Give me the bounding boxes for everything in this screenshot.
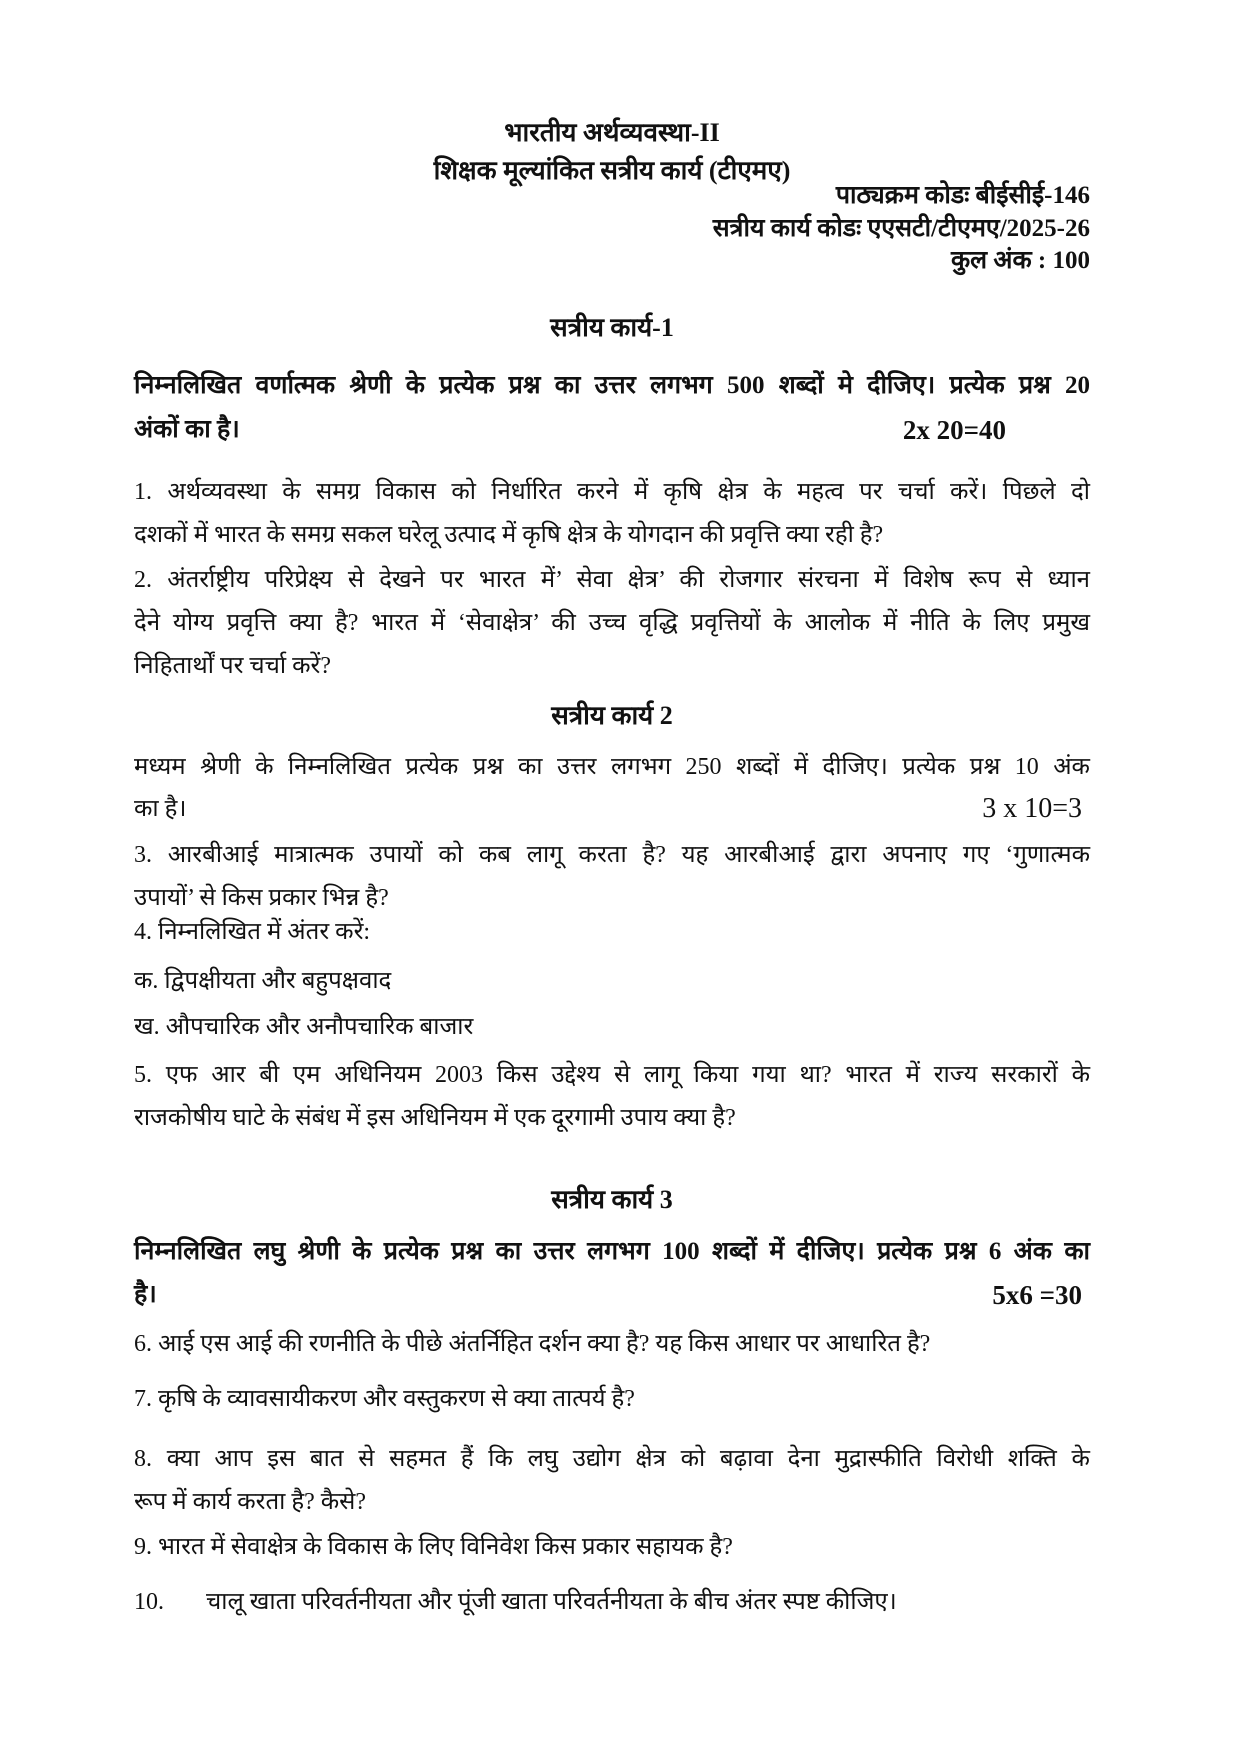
section3-instruction-line2 bbox=[134, 1277, 1090, 1313]
section3-marks: 5x6 =30 bbox=[992, 1280, 1082, 1310]
assignment-type-title: शिक्षक मूल्यांकित सत्रीय कार्य (टीएमए) bbox=[433, 156, 791, 185]
question-6: 6. आई एस आई की रणनीति के पीछे अंतर्निहित दर्शन क्या है? यह किस आधार पर आधारित है? bbox=[134, 1331, 931, 1357]
question-8-line1: 8. क्या आप इस बात से सहमत हैं कि लघु उद्योग क्षेत्र को बढ़ावा देना मुद्रास्फीति विरोधी शक्ति के bbox=[134, 1446, 1090, 1472]
question-4-sub-b: ख. औपचारिक और अनौपचारिक बाजार bbox=[134, 1014, 474, 1040]
assignment-code: सत्रीय कार्य कोडः एएसटी/टीएमए/2025-26 bbox=[712, 215, 1090, 242]
section3-heading: सत्रीय कार्य 3 bbox=[551, 1185, 673, 1214]
question-4: 4. निम्नलिखित में अंतर करें: bbox=[134, 919, 371, 945]
course-title: भारतीय अर्थव्यवस्था-II bbox=[504, 118, 720, 147]
question-2-line2: देने योग्य प्रवृत्ति क्या है? भारत में ‘सेवाक्षेत्र’ की उच्च वृद्धि प्रवृत्तियों के आलोक में नीति के लिए प्रमुख bbox=[134, 610, 1090, 636]
question-4-sub-a: क. द्विपक्षीयता और बहुपक्षवाद bbox=[134, 968, 392, 994]
question-3-line1: 3. आरबीआई मात्रात्मक उपायों को कब लागू करता है? यह आरबीआई द्वारा अपनाए गए ‘गुणात्मक bbox=[134, 842, 1090, 868]
section2-instruction-line2 bbox=[134, 791, 1090, 827]
course-code: पाठ्यक्रम कोडः बीईसीई-146 bbox=[835, 182, 1090, 209]
section2-instruction-line1: मध्यम श्रेणी के निम्नलिखित प्रत्येक प्रश्न का उत्तर लगभग 250 शब्दों में दीजिए। प्रत्येक प्रश्न 10 अंक bbox=[134, 754, 1090, 780]
section2-marks: 3 x 10=3 bbox=[982, 793, 1082, 824]
question-10-text: चालू खाता परिवर्तनीयता और पूंजी खाता परिवर्तनीयता के बीच अंतर स्पष्ट कीजिए। bbox=[206, 1589, 897, 1615]
section1-instruction-line1: निम्नलिखित वर्णात्मक श्रेणी के प्रत्येक प्रश्न का उत्तर लगभग 500 शब्दों मे दीजिए। प्रत्येक प्रश्न 20 bbox=[134, 372, 1090, 399]
section2-instruction-line2-text: का है। bbox=[134, 796, 187, 822]
section3-instruction-line1: निम्नलिखित लघु श्रेणी के प्रत्येक प्रश्न का उत्तर लगभग 100 शब्दों में दीजिए। प्रत्येक प्रश्न 6 अंक का bbox=[134, 1238, 1090, 1265]
question-7: 7. कृषि के व्यावसायीकरण और वस्तुकरण से क्या तात्पर्य है? bbox=[134, 1386, 635, 1412]
question-2-line1: 2. अंतर्राष्ट्रीय परिप्रेक्ष्य से देखने पर भारत में’ सेवा क्षेत्र’ की रोजगार संरचना में विशेष रूप से ध्यान bbox=[134, 567, 1090, 593]
question-10 bbox=[134, 1584, 1090, 1620]
section2-heading: सत्रीय कार्य 2 bbox=[551, 701, 673, 730]
section1-heading: सत्रीय कार्य-1 bbox=[550, 313, 674, 342]
question-1-line2: दशकों में भारत के समग्र सकल घरेलू उत्पाद में कृषि क्षेत्र के योगदान की प्रवृत्ति क्या रही है? bbox=[134, 522, 884, 548]
section3-instruction-line2-text: है। bbox=[134, 1281, 157, 1308]
question-9: 9. भारत में सेवाक्षेत्र के विकास के लिए विनिवेश किस प्रकार सहायक है? bbox=[134, 1534, 733, 1560]
question-2-line3: निहितार्थों पर चर्चा करें? bbox=[134, 653, 331, 679]
section1-instruction-line2-text: अंकों का है। bbox=[134, 416, 240, 443]
question-5-line2: राजकोषीय घाटे के संबंध में इस अधिनियम में एक दूरगामी उपाय क्या है? bbox=[134, 1105, 736, 1131]
question-1-line1: 1. अर्थव्यवस्था के समग्र विकास को निर्धारित करने में कृषि क्षेत्र के महत्व पर चर्चा करें। पिछले दो bbox=[134, 479, 1090, 505]
section1-instruction-line2 bbox=[134, 412, 1090, 448]
question-8-line2: रूप में कार्य करता है? कैसे? bbox=[134, 1489, 367, 1515]
question-10-number: 10. bbox=[134, 1589, 164, 1615]
question-3-line2: उपायों’ से किस प्रकार भिन्न है? bbox=[134, 885, 389, 911]
total-marks: कुल अंक : 100 bbox=[950, 247, 1090, 274]
question-5-line1: 5. एफ आर बी एम अधिनियम 2003 किस उद्देश्य से लागू किया गया था? भारत में राज्य सरकारों के bbox=[134, 1062, 1090, 1088]
section1-marks: 2x 20=40 bbox=[902, 415, 1006, 445]
